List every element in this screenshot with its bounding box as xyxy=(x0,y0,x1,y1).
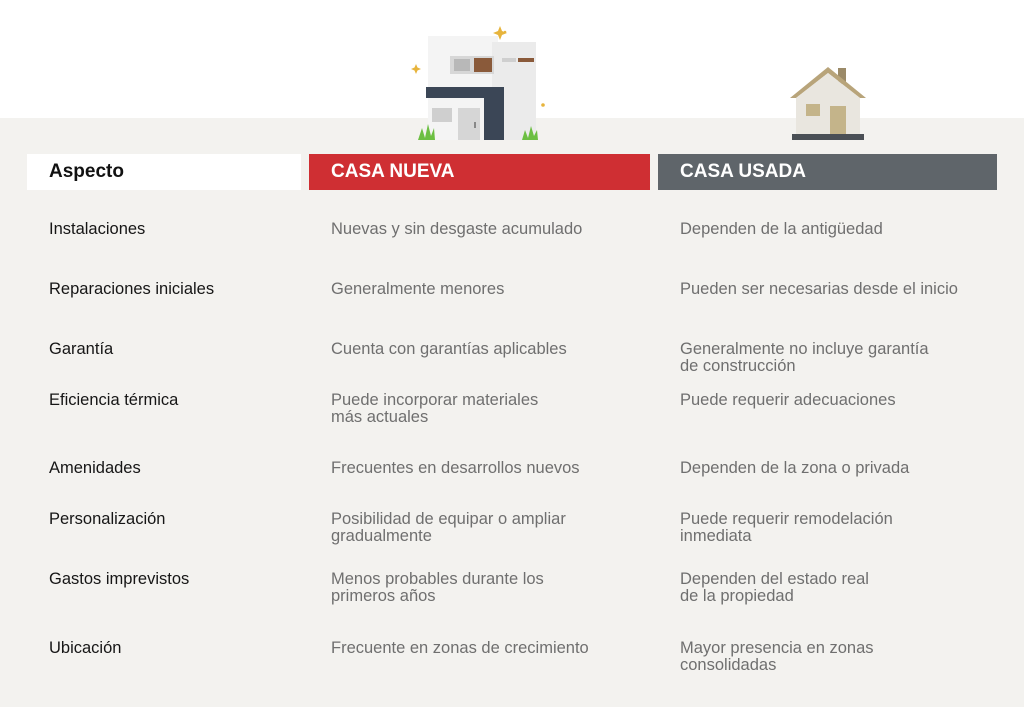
header-used-house: CASA USADA xyxy=(658,154,997,190)
row-new-value: Menos probables durante los primeros años xyxy=(331,570,544,605)
row-aspect: Garantía xyxy=(49,340,114,358)
row-aspect: Ubicación xyxy=(49,639,122,657)
row-new-value: Frecuente en zonas de crecimiento xyxy=(331,639,589,657)
row-new-value: Puede incorporar materiales más actuales xyxy=(331,391,539,426)
row-new-value: Nuevas y sin desgaste acumulado xyxy=(331,220,583,238)
header-new-house: CASA NUEVA xyxy=(309,154,650,190)
row-used-value: Puede requerir remodelación inmediata xyxy=(680,510,893,545)
row-aspect: Reparaciones iniciales xyxy=(49,280,215,298)
row-new-value: Cuenta con garantías aplicables xyxy=(331,340,567,358)
row-new-value: Frecuentes en desarrollos nuevos xyxy=(331,459,580,477)
header-aspect: Aspecto xyxy=(27,154,301,190)
row-used-value: Mayor presencia en zonas consolidadas xyxy=(680,639,874,674)
row-new-value: Generalmente menores xyxy=(331,280,505,298)
row-used-value: Dependen de la antigüedad xyxy=(680,220,883,238)
row-aspect: Eficiencia térmica xyxy=(49,391,179,409)
row-aspect: Instalaciones xyxy=(49,220,146,238)
row-used-value: Puede requerir adecuaciones xyxy=(680,391,896,409)
row-used-value: Generalmente no incluye garantía de construcción xyxy=(680,340,929,375)
row-used-value: Dependen del estado real de la propiedad xyxy=(680,570,869,605)
row-aspect: Personalización xyxy=(49,510,166,528)
row-aspect: Amenidades xyxy=(49,459,141,477)
row-used-value: Dependen de la zona o privada xyxy=(680,459,910,477)
row-used-value: Pueden ser necesarias desde el inicio xyxy=(680,280,958,298)
row-aspect: Gastos imprevistos xyxy=(49,570,190,588)
row-new-value: Posibilidad de equipar o ampliar gradualmente xyxy=(331,510,566,545)
